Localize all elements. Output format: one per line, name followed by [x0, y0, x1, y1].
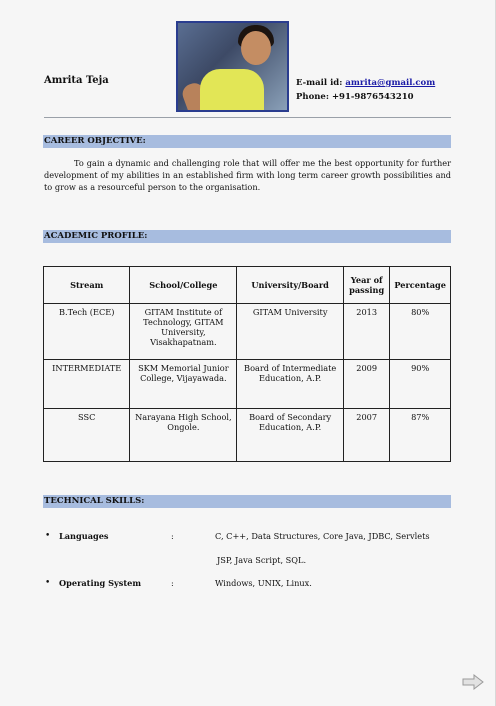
- school-cell: SKM Memorial Junior College, Vijayawada.: [130, 360, 237, 409]
- next-arrow-icon[interactable]: [462, 674, 484, 690]
- phone-label: Phone:: [296, 92, 329, 102]
- email-label: E-mail id:: [296, 78, 343, 88]
- table-row: [44, 409, 451, 462]
- email-link[interactable]: amrita@gmail.com: [345, 78, 436, 88]
- header-cell: Year of passing: [344, 267, 390, 304]
- skill-separator: :: [171, 531, 174, 541]
- candidate-name: Amrita Teja: [44, 75, 109, 86]
- career-objective-text: To gain a dynamic and challenging role that will offer me the best opportunity for further development of my abilities in an established firm with long term career growth possibilities and to grow as a resourceful person to the organisation.: [44, 158, 451, 192]
- table-row: [44, 360, 451, 409]
- percentage-cell: 80%: [390, 304, 451, 360]
- table-row: [44, 304, 451, 360]
- school-cell: GITAM Institute of Technology, GITAM University, Visakhapatnam.: [130, 304, 237, 360]
- board-cell: GITAM University: [237, 304, 344, 360]
- table-header-row: [44, 267, 451, 304]
- skill-label-os: Operating System: [59, 578, 142, 588]
- percentage-cell: 90%: [390, 360, 451, 409]
- stream-cell: INTERMEDIATE: [44, 360, 130, 409]
- academic-profile-heading: ACADEMIC PROFILE:: [43, 230, 451, 243]
- percentage-cell: 87%: [390, 409, 451, 462]
- career-objective-heading: CAREER OBJECTIVE:: [43, 135, 451, 148]
- header-divider: [44, 117, 451, 118]
- year-cell: 2009: [344, 360, 390, 409]
- phone-number: +91-9876543210: [331, 92, 414, 102]
- skill-label-languages: Languages: [59, 531, 109, 541]
- board-cell: Board of Secondary Education, A.P.: [237, 409, 344, 462]
- contact-info: [296, 76, 435, 104]
- skill-separator: :: [171, 578, 174, 588]
- board-cell: Board of Intermediate Education, A.P.: [237, 360, 344, 409]
- skill-value-languages: C, C++, Data Structures, Core Java, JDBC, Servlets: [215, 531, 430, 541]
- school-cell: Narayana High School, Ongole.: [130, 409, 237, 462]
- stream-cell: SSC: [44, 409, 130, 462]
- bullet-icon: •: [45, 578, 51, 588]
- skill-value-languages-cont: JSP, Java Script, SQL.: [217, 555, 307, 565]
- academic-table: [43, 266, 451, 462]
- header-cell: Stream: [44, 267, 130, 304]
- header-cell: Percentage: [390, 267, 451, 304]
- header-cell: School/College: [130, 267, 237, 304]
- year-cell: 2007: [344, 409, 390, 462]
- year-cell: 2013: [344, 304, 390, 360]
- bullet-icon: •: [45, 531, 51, 541]
- header-cell: University/Board: [237, 267, 344, 304]
- technical-skills-heading: TECHNICAL SKILLS:: [43, 495, 451, 508]
- profile-photo: [176, 21, 289, 112]
- skill-value-os: Windows, UNIX, Linux.: [215, 578, 312, 588]
- stream-cell: B.Tech (ECE): [44, 304, 130, 360]
